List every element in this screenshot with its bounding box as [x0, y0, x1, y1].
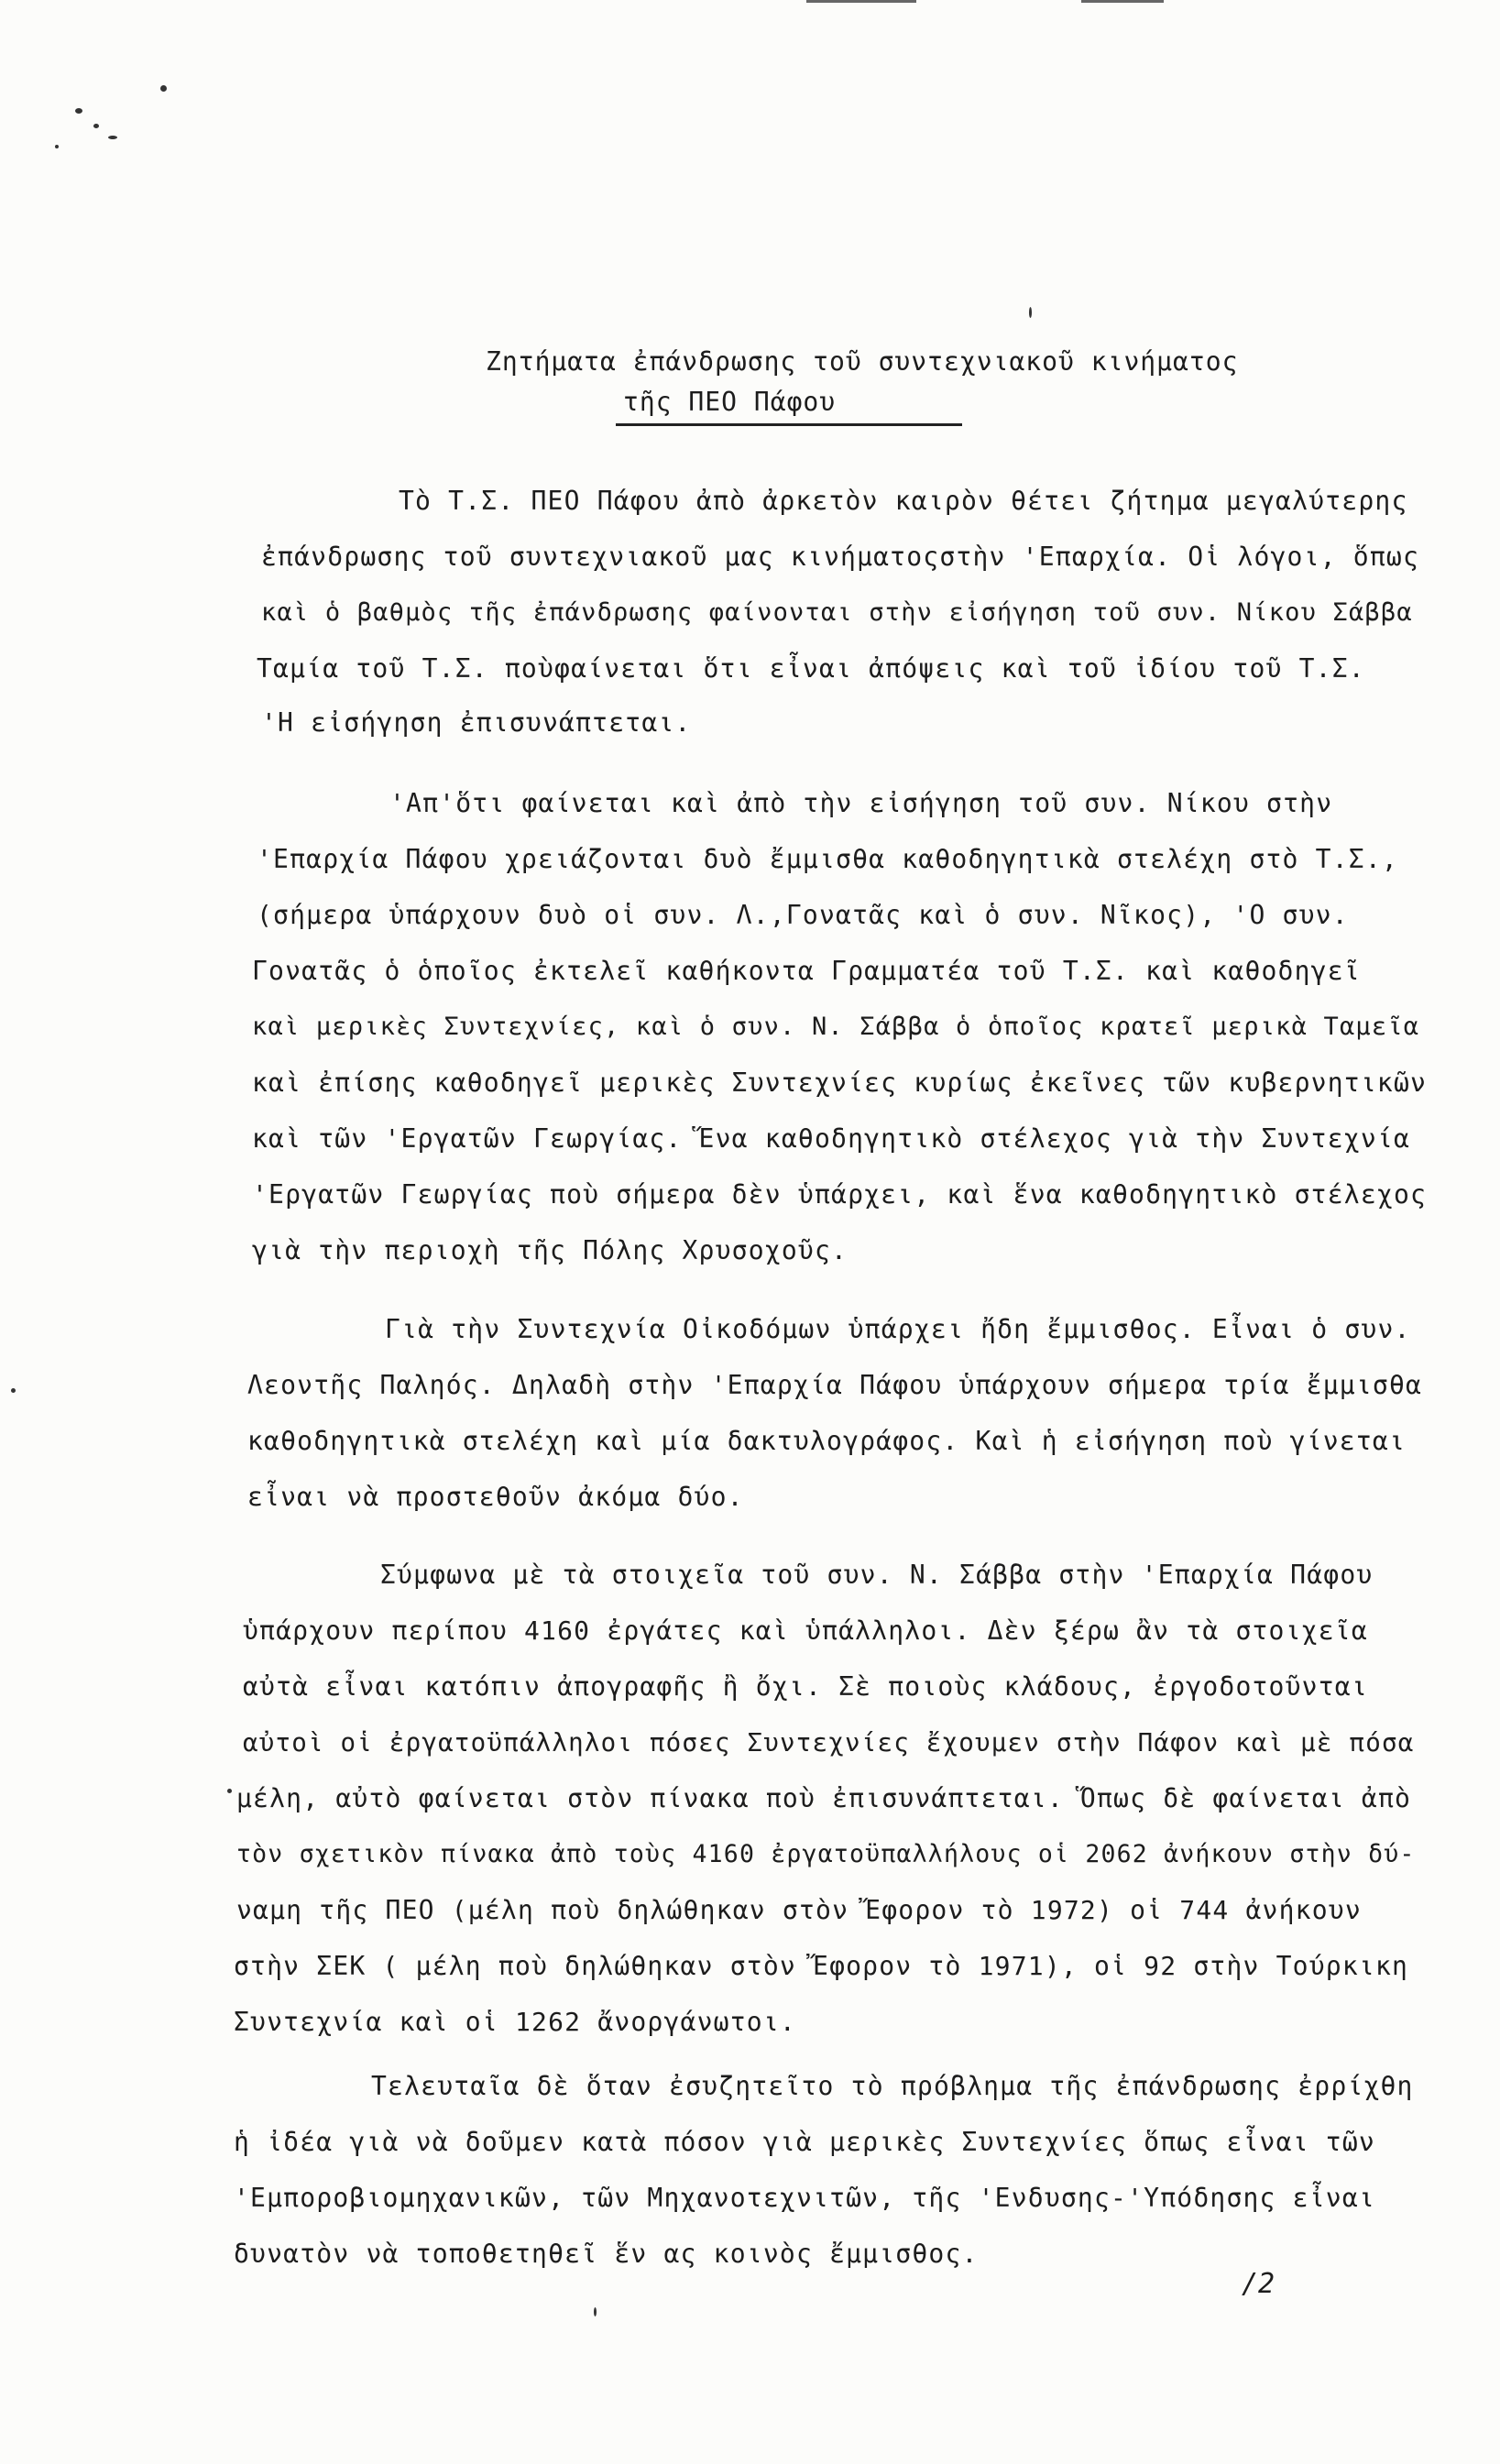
paragraph-4-line: αὐτὰ εἶναι κατόπιν ἀπογραφῆς ἢ ὄχι. Σὲ ποιοὺς κλάδους, ἐργοδοτοῦνται: [243, 1671, 1368, 1702]
paragraph-4-line: τὸν σχετικὸν πίνακα ἀπὸ τοὺς 4160 ἐργατοϋπαλλήλους οἱ 2062 ἀνήκουν στὴν δύ-: [236, 1840, 1416, 1868]
paragraph-5-line: 'Εμποροβιομηχανικῶν, τῶν Μηχανοτεχνιτῶν, τῆς 'Ενδυσης-'Υπόδησης εἶναι: [234, 2183, 1375, 2213]
paragraph-5-line: δυνατὸν νὰ τοποθετηθεῖ ἕν ας κοινὸς ἔμμισθος.: [234, 2239, 979, 2269]
scan-speck: [11, 1388, 16, 1393]
paragraph-2-line: 'Απ'ὅτι φαίνεται καὶ ἀπὸ τὴν εἰσήγηση τοῦ συν. Νίκου στὴν: [389, 788, 1333, 818]
paragraph-5-line: ἡ ἰδέα γιὰ νὰ δοῦμεν κατὰ πόσον γιὰ μερικὲς Συντεχνίες ὅπως εἶναι τῶν: [234, 2127, 1375, 2157]
scan-speck: [108, 136, 117, 139]
scan-speck: [1029, 307, 1032, 318]
paragraph-2-line: καὶ ἐπίσης καθοδηγεῖ μερικὲς Συντεχνίες κυρίως ἐκεῖνες τῶν κυβερνητικῶν: [252, 1068, 1428, 1098]
paragraph-4-line: Συντεχνία καὶ οἱ 1262 ἄνοργάνωτοι.: [234, 2007, 796, 2037]
paragraph-3-line: Γιὰ τὴν Συντεχνία Οἰκοδόμων ὑπάρχει ἤδη ἔμμισθος. Εἶναι ὁ συν.: [385, 1314, 1411, 1344]
document-subtitle: τῆς ΠΕΟ Πάφου: [623, 387, 837, 417]
scan-speck: [93, 124, 99, 128]
scan-speck: [75, 108, 82, 114]
scan-speck: [55, 145, 59, 148]
paragraph-1-line: Τὸ Τ.Σ. ΠΕΟ Πάφου ἀπὸ ἀρκετὸν καιρὸν θέτει ζήτημα μεγαλύτερης: [399, 486, 1408, 516]
paragraph-1-line: Ταμία τοῦ Τ.Σ. ποὺφαίνεται ὅτι εἶναι ἀπόψεις καὶ τοῦ ἰδίου τοῦ Τ.Σ.: [257, 653, 1365, 684]
page-number: /2: [1242, 2268, 1276, 2300]
scan-edge-mark: [1081, 0, 1164, 3]
paragraph-5-line: Τελευταῖα δὲ ὅταν ἐσυζητεῖτο τὸ πρόβλημα τῆς ἐπάνδρωσης ἐρρίχθη: [371, 2071, 1414, 2101]
paragraph-4-line: μέλη, αὐτὸ φαίνεται στὸν πίνακα ποὺ ἐπισυνάπτεται. Ὅπως δὲ φαίνεται ἀπὸ: [236, 1783, 1412, 1813]
paragraph-2-line: 'Εργατῶν Γεωργίας ποὺ σήμερα δὲν ὑπάρχει, καὶ ἕνα καθοδηγητικὸ στέλεχος: [252, 1179, 1428, 1210]
scan-speck: [227, 1789, 232, 1793]
paragraph-4-line: ναμη τῆς ΠΕΟ (μέλη ποὺ δηλώθηκαν στὸν Ἔφορον τὸ 1972) οἱ 744 ἀνήκουν: [236, 1895, 1362, 1925]
paragraph-1-line: καὶ ὁ βαθμὸς τῆς ἐπάνδρωσης φαίνονται στὴν εἰσήγηση τοῦ συν. Νίκου Σάββα: [261, 598, 1413, 627]
paragraph-1-line: ἐπάνδρωσης τοῦ συντεχνιακοῦ μας κινήματοςστὴν 'Επαρχία. Οἱ λόγοι, ὅπως: [261, 542, 1420, 572]
paragraph-3-line: Λεοντῆς Παληός. Δηλαδὴ στὴν 'Επαρχία Πάφου ὑπάρχουν σήμερα τρία ἔμμισθα: [247, 1370, 1423, 1400]
paragraph-4-line: αὐτοὶ οἱ ἐργατοϋπάλληλοι πόσες Συντεχνίες ἔχουμεν στὴν Πάφον καὶ μὲ πόσα: [243, 1728, 1415, 1758]
paragraph-3-line: εἶναι νὰ προστεθοῦν ἀκόμα δύο.: [247, 1482, 744, 1512]
paragraph-4-line: ὑπάρχουν περίπου 4160 ἐργάτες καὶ ὑπάλληλοι. Δὲν ξέρω ἂν τὰ στοιχεῖα: [243, 1615, 1368, 1646]
paragraph-2-line: (σήμερα ὑπάρχουν δυὸ οἱ συν. Λ.,Γονατᾶς καὶ ὁ συν. Νῖκος), 'Ο συν.: [257, 900, 1349, 930]
scan-edge-mark: [806, 0, 916, 3]
paragraph-2-line: καὶ τῶν 'Εργατῶν Γεωργίας. Ἕνα καθοδηγητικὸ στέλεχος γιὰ τὴν Συντεχνία: [252, 1123, 1411, 1154]
title-underline: [616, 423, 962, 426]
scan-speck: [160, 85, 167, 92]
paragraph-4-line: Σύμφωνα μὲ τὰ στοιχεῖα τοῦ συν. Ν. Σάββα στὴν 'Επαρχία Πάφου: [380, 1560, 1374, 1590]
document-title: Ζητήματα ἐπάνδρωσης τοῦ συντεχνιακοῦ κινήματος: [486, 346, 1239, 377]
paragraph-3-line: καθοδηγητικὰ στελέχη καὶ μία δακτυλογράφος. Καὶ ἡ εἰσήγηση ποὺ γίνεται: [247, 1426, 1407, 1456]
scan-speck: [594, 2307, 597, 2316]
paragraph-4-line: στὴν ΣΕΚ ( μέλη ποὺ δηλώθηκαν στὸν Ἔφορον τὸ 1971), οἱ 92 στὴν Τούρκικη: [234, 1951, 1409, 1981]
paragraph-1-line: 'Η εἰσήγηση ἐπισυνάπτεται.: [261, 707, 692, 738]
paragraph-2-line: καὶ μερικὲς Συντεχνίες, καὶ ὁ συν. Ν. Σάββα ὁ ὁποῖος κρατεῖ μερικὰ Ταμεῖα: [252, 1013, 1420, 1041]
paragraph-2-line: Γονατᾶς ὁ ὁποῖος ἐκτελεῖ καθήκοντα Γραμματέα τοῦ Τ.Σ. καὶ καθοδηγεῖ: [252, 956, 1361, 986]
paragraph-2-line: γιὰ τὴν περιοχὴ τῆς Πόλης Χρυσοχοῦς.: [252, 1235, 849, 1265]
paragraph-2-line: 'Επαρχία Πάφου χρειάζονται δυὸ ἔμμισθα καθοδηγητικὰ στελέχη στὸ Τ.Σ.,: [257, 844, 1398, 874]
